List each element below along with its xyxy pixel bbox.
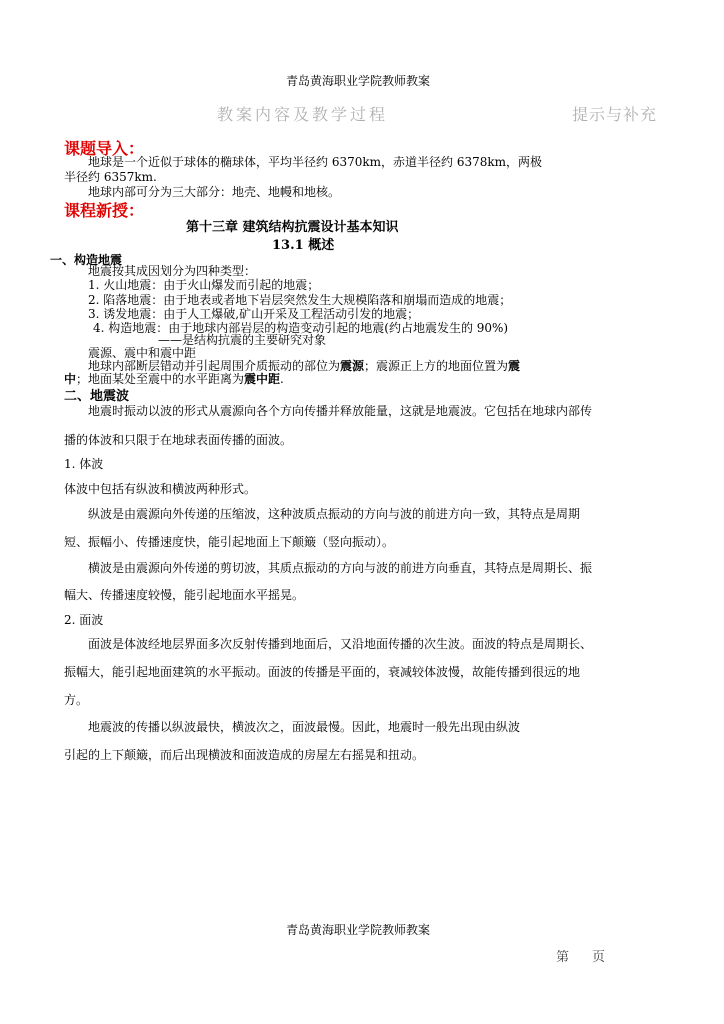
terms-text-a: 地球内部断层错动并引起周围介质振动的部位为 bbox=[88, 359, 341, 373]
intro-paragraph-2: 地球内部可分为三大部分：地壳、地幔和地核。 bbox=[88, 185, 341, 199]
intro-paragraph-line1: 地球是一个近似于球体的椭球体，平均半径约 6370km，赤道半径约 6378km，两极 bbox=[88, 155, 543, 169]
new-lesson-heading: 课程新授： bbox=[64, 201, 145, 220]
part1-note: ——是结构抗震的主要研究对象 bbox=[158, 333, 327, 347]
term-epicenter-part2: 中 bbox=[64, 372, 77, 386]
part1-intro: 地震按其成因划分为四种类型： bbox=[88, 264, 257, 278]
term-focus: 震源 bbox=[340, 359, 365, 373]
part1-item-1: 1. 火山地震：由于火山爆发而引起的地震； bbox=[88, 278, 320, 292]
transverse-wave-line2: 幅大、传播速度较慢，能引起地面水平摇晃。 bbox=[64, 588, 305, 602]
body-wave-intro: 体波中包括有纵波和横波两种形式。 bbox=[64, 482, 257, 496]
part1-item-3: 3. 诱发地震：由于人工爆破,矿山开采及工程活动引发的地震； bbox=[88, 307, 420, 321]
term-epicenter-part1: 震 bbox=[508, 359, 521, 373]
surface-wave-heading: 2. 面波 bbox=[64, 613, 104, 627]
surface-wave-line3: 方。 bbox=[64, 693, 89, 707]
part1-terms-heading: 震源、震中和震中距 bbox=[88, 346, 197, 360]
terms-text-c: ；地面某处至震中的水平距离为 bbox=[76, 372, 245, 386]
term-epicentral-distance: 震中距 bbox=[244, 372, 281, 386]
wave-order-line1: 地震波的传播以纵波最快，横波次之，面波最慢。因此，地震时一般先出现由纵波 bbox=[88, 720, 521, 734]
intro-heading: 课题导入： bbox=[64, 139, 145, 158]
page-header-title: 青岛黄海职业学院教师教案 bbox=[286, 74, 431, 88]
chapter-title: 第十三章 建筑结构抗震设计基本知识 bbox=[186, 220, 399, 235]
wave-order-line2: 引起的上下颠簸，而后出现横波和面波造成的房屋左右摇晃和扭动。 bbox=[64, 748, 425, 762]
intro-paragraph-line2: 半径约 6357km. bbox=[64, 170, 157, 184]
part1-item-2: 2. 陷落地震：由于地表或者地下岩层突然发生大规模陷落和崩塌而造成的地震； bbox=[88, 293, 512, 307]
section-title: 13.1 概述 bbox=[272, 238, 335, 253]
part1-heading: 一、构造地震 bbox=[50, 253, 123, 267]
page-number-label-b: 页 bbox=[592, 950, 606, 965]
part2-p1-line1: 地震时振动以波的形式从震源向各个方向传播并释放能量，这就是地震波。它包括在地球内部传 bbox=[88, 404, 593, 418]
part2-p1-line2: 播的体波和只限于在地球表面传播的面波。 bbox=[64, 433, 293, 447]
page-footer-title: 青岛黄海职业学院教师教案 bbox=[286, 923, 431, 937]
surface-wave-line2: 振幅大，能引起地面建筑的水平振动。面波的传播是平面的，衰减较体波慢，故能传播到很远的地 bbox=[64, 665, 581, 679]
surface-wave-line1: 面波是体波经地层界面多次反射传播到地面后，又沿地面传播的次生波。面波的特点是周期长、 bbox=[88, 637, 593, 651]
part2-heading: 二、地震波 bbox=[64, 389, 130, 404]
column-header-main: 教案内容及教学过程 bbox=[217, 105, 389, 124]
body-wave-heading: 1. 体波 bbox=[64, 457, 104, 471]
column-header-side: 提示与补充 bbox=[572, 105, 658, 124]
page-number-label-a: 第 bbox=[556, 950, 570, 965]
longitudinal-wave-line2: 短、振幅小、传播速度快，能引起地面上下颠簸（竖向振动）。 bbox=[64, 535, 395, 549]
longitudinal-wave-line1: 纵波是由震源向外传递的压缩波，这种波质点振动的方向与波的前进方向一致，其特点是周期 bbox=[88, 507, 581, 521]
transverse-wave-line1: 横波是由震源向外传递的剪切波，其质点振动的方向与波的前进方向垂直，其特点是周期长、振 bbox=[88, 561, 593, 575]
part1-item-4: 4. 构造地震：由于地球内部岩层的构造变动引起的地震(约占地震发生的 90%) bbox=[93, 321, 509, 335]
terms-text-end: . bbox=[280, 372, 284, 386]
terms-text-b: ；震源正上方的地面位置为 bbox=[364, 359, 509, 373]
